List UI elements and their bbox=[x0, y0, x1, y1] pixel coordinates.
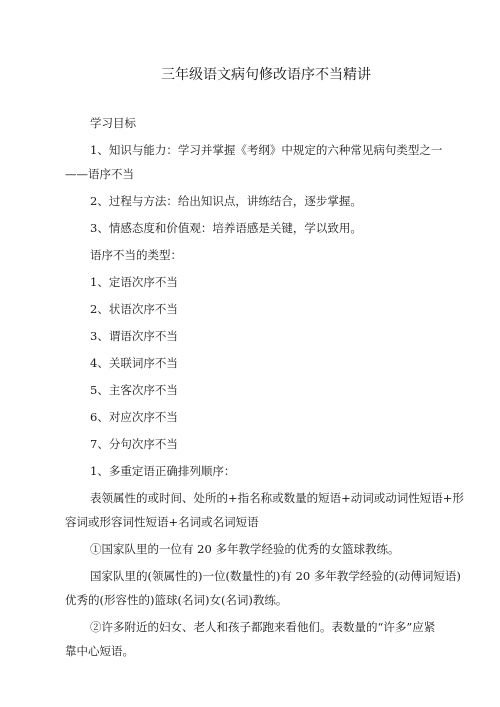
goal-item-1-line2: ——语序不当 bbox=[65, 167, 134, 181]
type-item-1: 1、定语次序不当 bbox=[90, 275, 178, 289]
example-1: ①国家队里的一位有 20 多年教学经验的优秀的女篮球教练。 bbox=[90, 542, 400, 556]
goal-item-1 bbox=[65, 138, 443, 186]
goal-item-3: 3、情感态度和价值观：培养语感是关键，学以致用。 bbox=[90, 221, 362, 235]
section-heading-types: 语序不当的类型： bbox=[90, 248, 182, 262]
goal-item-2: 2、过程与方法：给出知识点，讲练结合，逐步掌握。 bbox=[90, 194, 362, 208]
example-1-analysis-line1: 国家队里的(领属性的)一位(数量性的)有 20 多年教学经验的(动傅词短语) bbox=[90, 569, 461, 583]
goal-item-1-line1: 1、知识与能力：学习并掌握《考纲》中规定的六种常见病句类型之一 bbox=[90, 143, 443, 157]
ordering-rule bbox=[65, 486, 464, 534]
point-heading-1: 1、多重定语正确排列顺序： bbox=[90, 464, 236, 478]
type-item-2: 2、状语次序不当 bbox=[90, 302, 178, 316]
example-2-line1: ②许多附近的妇女、老人和孩子都跑来看他们。表数量的“许多”应紧 bbox=[90, 620, 436, 634]
type-item-5: 5、主客次序不当 bbox=[90, 383, 178, 397]
type-item-3: 3、谓语次序不当 bbox=[90, 329, 178, 343]
example-1-analysis-line2: 优秀的(形容性的)篮球(名词)女(名词)教练。 bbox=[65, 593, 288, 607]
example-2 bbox=[65, 615, 436, 663]
example-1-analysis bbox=[65, 564, 461, 612]
ordering-rule-line2: 容词或形容词性短语+名词或名词短语 bbox=[65, 515, 259, 529]
type-item-7: 7、分句次序不当 bbox=[90, 437, 178, 451]
section-heading-goals: 学习目标 bbox=[90, 116, 136, 130]
example-2-line2: 靠中心短语。 bbox=[65, 644, 134, 658]
type-item-6: 6、对应次序不当 bbox=[90, 410, 178, 424]
ordering-rule-line1: 表领属性的或时间、处所的+指名称或数量的短语+动词或动词性短语+形 bbox=[90, 491, 464, 505]
page-title: 三年级语文病句修改语序不当精讲 bbox=[161, 67, 371, 83]
type-item-4: 4、关联词序不当 bbox=[90, 356, 178, 370]
